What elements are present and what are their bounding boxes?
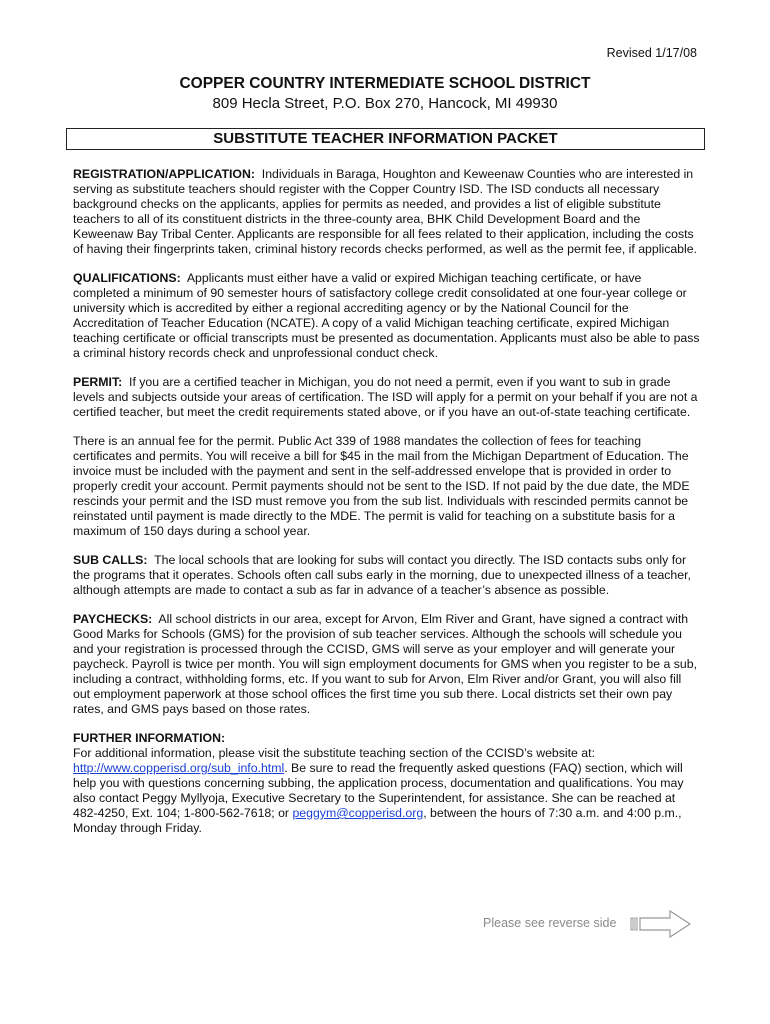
- further-information-section: [73, 731, 701, 836]
- paychecks-section: [73, 612, 701, 717]
- right-arrow-icon: [630, 909, 692, 939]
- section-text: The local schools that are looking for subs will contact you directly. The ISD contacts subs only for the programs that it operates. Schools often call subs early in the morning, due to unexpected illness of a teacher, although attempts are made to contact a sub as far in advance of a teacher’s absence as possible.: [73, 553, 691, 597]
- reverse-side-note: Please see reverse side: [483, 916, 617, 930]
- permit-fee-paragraph: [73, 434, 701, 539]
- section-closing: , between the hours of 7:30 a.m. and 4:00 p.m., Monday through Friday.: [73, 806, 682, 835]
- section-text: Individuals in Baraga, Houghton and Keweenaw Counties who are interested in serving as substitute teachers should register with the Copper Country ISD. The ISD conducts all necessary background checks on the applicants, applies for permits as needed, and provides a list of eligible substitute teachers to all of its constituent districts in the three-county area, BHK Child Development Board and the Keweenaw Bay Tribal Center. Applicants are responsible for all fees related to their application, including the costs of having their fingerprints taken, criminal history records checks performed, as well as the permit fee, if applicable.: [73, 167, 698, 256]
- sub-calls-section: [73, 553, 701, 598]
- revision-date: Revised 1/17/08: [606, 46, 697, 60]
- email-link[interactable]: peggym@copperisd.org: [292, 806, 424, 820]
- section-heading: PAYCHECKS:: [73, 612, 153, 626]
- section-heading: SUB CALLS:: [73, 553, 148, 567]
- section-text: If you are a certified teacher in Michigan, you do not need a permit, even if you want to sub in grade levels and subjects outside your areas of certification. The ISD will apply for a permit on your behalf if you are not a certified teacher, but meet the credit requirements stated above, or if you have an out-of-state teaching certificate.: [73, 375, 698, 419]
- section-heading: FURTHER INFORMATION:: [73, 731, 226, 745]
- section-text: There is an annual fee for the permit. Public Act 339 of 1988 mandates the collection of fees for teaching certificates and permits. You will receive a bill for $45 in the mail from the Michigan Department of Education. The invoice must be included with the payment and sent in the self-addressed envelope that is provided in order to properly credit your account. Permit payments should not be sent to the ISD. If not paid by the due date, the MDE rescinds your permit and the ISD must remove you from the sub list. Individuals with rescinded permits cannot be reinstated until payment is made directly to the MDE. The permit is valid for teaching on a substitute basis for a maximum of 150 days during a school year.: [73, 434, 690, 538]
- section-heading: REGISTRATION/APPLICATION:: [73, 167, 255, 181]
- section-heading: QUALIFICATIONS:: [73, 271, 181, 285]
- registration-section: [73, 167, 701, 257]
- qualifications-section: [73, 271, 701, 361]
- section-text: All school districts in our area, except for Arvon, Elm River and Grant, have signed a contract with Good Marks for Schools (GMS) for the provision of sub teacher services. Although the schools will schedule you and your registration is processed through the CCISD, GMS will serve as your employer and will generate your paycheck. Payroll is twice per month. You will sign employment documents for GMS when you register to be a sub, including a contract, withholding forms, etc. If you want to sub for Arvon, Elm River and/or Grant, you will also fill out employment paperwork at those school offices the first time you sub there. Local districts set their own pay rates, and GMS pays based on those rates.: [73, 612, 698, 716]
- section-intro: For additional information, please visit the substitute teaching section of the CCISD’s website at:: [73, 746, 595, 760]
- document-body: [73, 167, 701, 850]
- section-text: . Be sure to read the frequently asked questions (FAQ) section, which will help you with questions concerning subbing, the application process, documentation and qualifications. You may also contact Peggy Myllyoja, Executive Secretary to the Superintendent, for assistance. She can be reached at 482-4250, Ext. 104; 1-800-562-7618; or: [73, 761, 684, 820]
- section-text: Applicants must either have a valid or expired Michigan teaching certificate, or have completed a minimum of 90 semester hours of satisfactory college credit consolidated at one four-year college or university which is accredited by either a regional accrediting agency or by the National Council for the Accreditation of Teacher Education (NCATE). A copy of a valid Michigan teaching certificate, expired Michigan teaching certificate or official transcripts must be presented as documentation. Applicants must also be able to pass a criminal history records check and unprofessional conduct check.: [73, 271, 700, 360]
- website-link[interactable]: http://www.copperisd.org/sub_info.html: [73, 761, 285, 775]
- organization-address: 809 Hecla Street, P.O. Box 270, Hancock, MI 49930: [212, 95, 558, 112]
- section-heading: PERMIT:: [73, 375, 123, 389]
- permit-section: [73, 375, 701, 420]
- packet-title: SUBSTITUTE TEACHER INFORMATION PACKET: [66, 128, 705, 150]
- organization-title: COPPER COUNTRY INTERMEDIATE SCHOOL DISTRICT: [179, 75, 591, 92]
